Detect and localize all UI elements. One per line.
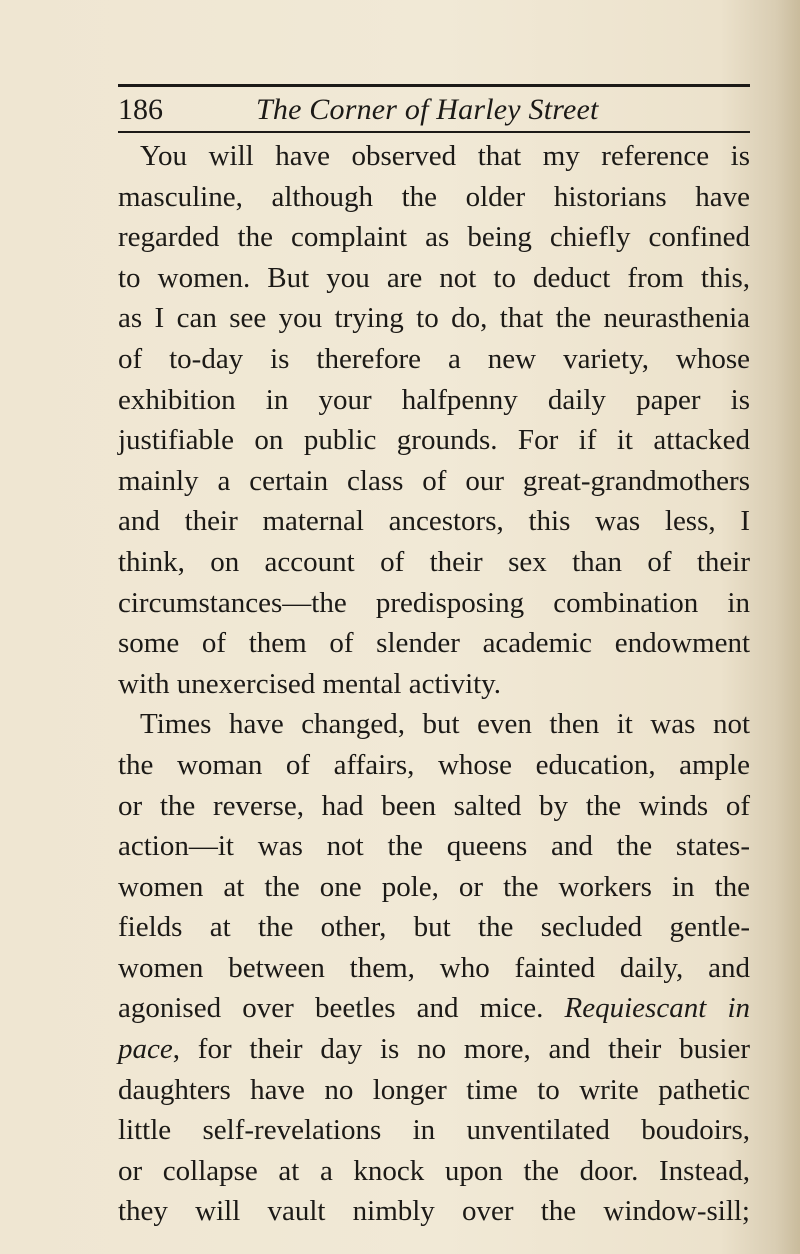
body-text (118, 136, 750, 1232)
text-line: to women. But you are not to deduct from this, (118, 261, 750, 294)
latin-phrase: pace (118, 1033, 173, 1066)
text-line: regarded the complaint as being chiefly confined (118, 221, 750, 254)
text-line: daughters have no longer time to write pathetic (118, 1073, 750, 1106)
text-line: and their maternal ancestors, this was less, I (118, 505, 750, 538)
text-line: exhibition in your halfpenny daily paper is (118, 383, 750, 416)
header-bottom-rule (118, 131, 750, 133)
text-line: or collapse at a knock upon the door. Instead, (118, 1154, 750, 1187)
text-line: think, on account of their sex than of their (118, 545, 750, 578)
text-line-mixed (118, 1029, 750, 1070)
text-line: mainly a certain class of our great-grandmothers (118, 464, 750, 497)
text-line: some of them of slender academic endowment (118, 627, 750, 660)
text-line: Times have changed, but even then it was not (140, 708, 750, 741)
text-fragment: agonised over beetles and mice. (118, 992, 544, 1025)
running-title: The Corner of Harley Street (256, 93, 599, 126)
running-header (118, 92, 750, 128)
text-line: action—it was not the queens and the states- (118, 830, 750, 863)
text-line: masculine, although the older historians have (118, 180, 750, 213)
header-top-rule (118, 84, 750, 87)
text-line-mixed (118, 988, 750, 1029)
text-line: they will vault nimbly over the window-sill; (118, 1195, 750, 1228)
text-line: women between them, who fainted daily, and (118, 951, 750, 984)
text-line: circumstances—the predisposing combination in (118, 586, 750, 619)
text-line: fields at the other, but the secluded gentle- (118, 911, 750, 944)
page-number: 186 (118, 93, 163, 126)
text-line: or the reverse, had been salted by the winds of (118, 789, 750, 822)
latin-phrase: Requiescant in (564, 992, 750, 1025)
text-line: as I can see you trying to do, that the neurasthenia (118, 302, 750, 335)
text-line: little self-revelations in unventilated boudoirs, (118, 1114, 750, 1147)
text-line: justifiable on public grounds. For if it attacked (118, 424, 750, 457)
text-line: of to-day is therefore a new variety, whose (118, 342, 750, 375)
text-line: women at the one pole, or the workers in the (118, 870, 750, 903)
text-line: You will have observed that my reference is (140, 140, 750, 172)
text-line: the woman of affairs, whose education, ample (118, 748, 750, 781)
text-line: with unexercised mental activity. (118, 667, 502, 700)
text-fragment: , for their day is no more, and their busier (172, 1033, 750, 1066)
